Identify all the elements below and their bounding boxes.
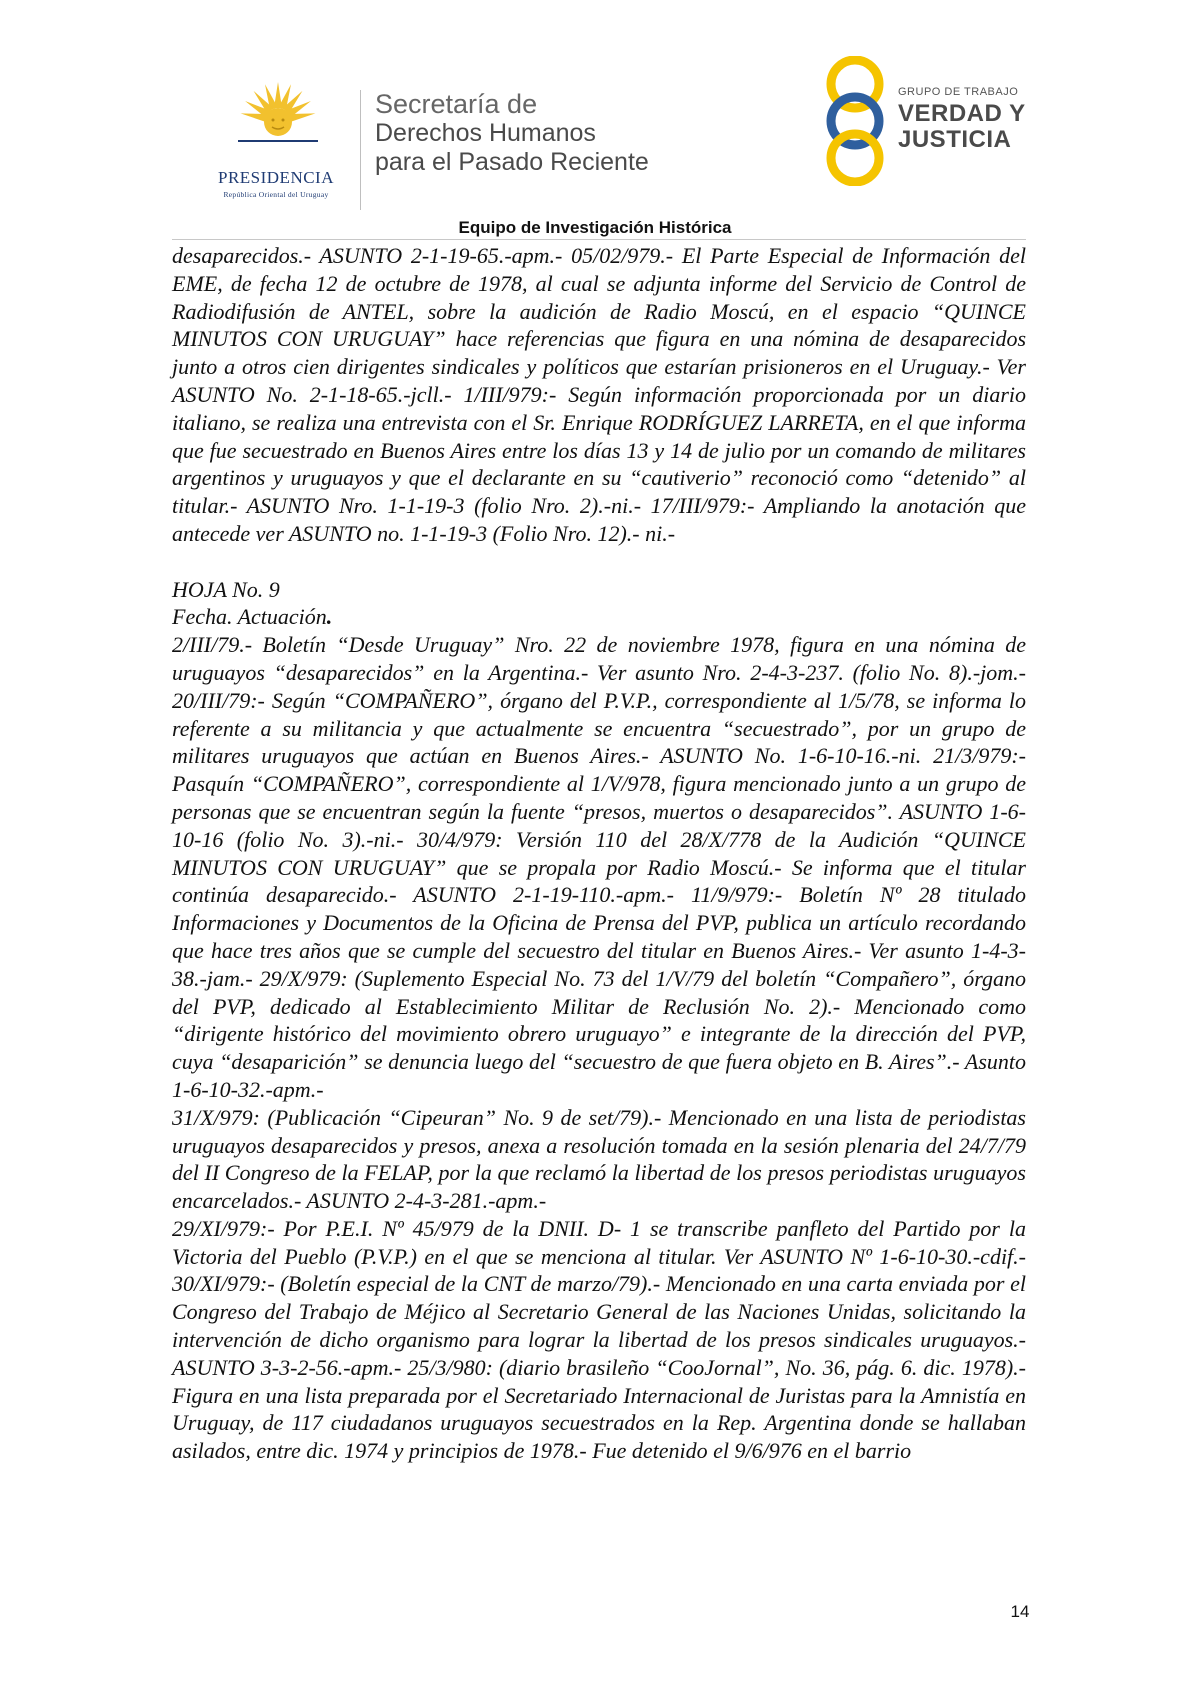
interlocked-rings-icon <box>820 56 890 186</box>
presidencia-name: PRESIDENCIA <box>217 168 334 187</box>
secretaria-title <box>375 90 649 177</box>
paragraph-1: desaparecidos.- ASUNTO 2-1-19-65.-apm.- 05/02/979.- El Parte Especial de Información del EME, de fecha 12 de octubre de 1978, al cual se adjunta informe del Servicio de Control de Radiodifusión de ANTEL, sobre la audición de Radio Moscú, en el espacio “QUINCE MINUTOS CON URUGUAY” hace referencias que figura en una nómina de desaparecidos junto a otros cien dirigentes sindicales y políticos que estarían prisioneros en el Uruguay.- Ver ASUNTO No. 2-1-18-65.-jcll.- 1/III/979:- Según información proporcionada por un diario italiano, se realiza una entrevista con el Sr. Enrique RODRÍGUEZ LARRETA, en el que informa que fue secuestrado en Buenos Aires entre los días 13 y 14 de julio por un comando de militares argentinos y uruguayos y que el declarante en su “cautiverio” reconoció como “detenido” al titular.- ASUNTO Nro. 1-1-19-3 (folio Nro. 2).-ni.- 17/III/979:- Ampliando la anotación que antecede ver ASUNTO no. 1-1-19-3 (Folio Nro. 12).- ni.- <box>172 243 1026 546</box>
fecha-dot: . <box>326 604 333 630</box>
paragraph-3: 31/X/979: (Publicación “Cipeuran” No. 9 de set/79).- Mencionado en una lista de periodistas uruguayos desaparecidos y presos, anexa a resolución tomada en la sesión plenaria del 24/7/79 del II Congreso de la FELAP, por la que reclamó la libertad de los presos periodistas uruguayos encarcelados.- ASUNTO 2-4-3-281.-apm.- <box>172 1104 1026 1214</box>
grupo-label: GRUPO DE TRABAJO <box>898 86 1019 98</box>
hoja-heading: HOJA No. 9 <box>172 576 280 602</box>
grupo-line-2: JUSTICIA <box>898 126 1012 153</box>
fecha-heading <box>172 603 1026 631</box>
paragraph-4: 29/XI/979:- Por P.E.I. Nº 45/979 de la DNII. D- 1 se transcribe panfleto del Partido por la Victoria del Pueblo (P.V.P.) en el que se menciona al titular. Ver ASUNTO Nº 1-6-10-30.-cdif.- 30/XI/979:- (Boletín especial de la CNT de marzo/79).- Mencionado en una carta enviada por el Congreso del Trabajo de Méjico al Secretario General de las Naciones Unidas, solicitando la intervención de dicho organismo para lograr la libertad de los presos sindicales uruguayos.- ASUNTO 3-3-2-56.-apm.- 25/3/980: (diario brasileño “CooJornal”, No. 36, pág. 6. dic. 1978).- Figura en una lista preparada por el Secretariado Internacional de Juristas para la Amnistía en Uruguay, de 117 ciudadanos uruguayos secuestrados en la Rep. Argentina donde se hallaban asilados, entre dic. 1974 y principios de 1978.- Fue detenido el 9/6/976 en el barrio <box>172 1215 1026 1464</box>
fecha-label: Fecha. Actuación <box>172 604 327 630</box>
secretaria-line-1: Secretaría de <box>375 89 538 119</box>
paragraph-2: 2/III/79.- Boletín “Desde Uruguay” Nro. 22 de noviembre 1978, figura en una nómina de uruguayos “desaparecidos” en la Argentina.- Ver asunto Nro. 2-4-3-237. (folio No. 8).-jom.- 20/III/79:- Según “COMPAÑERO”, órgano del P.V.P., correspondiente al 1/5/78, se informa lo referente a su militancia y que actualmente se encuentra “secuestrado”, por un grupo de militares uruguayos que actúan en Buenos Aires.- ASUNTO No. 1-6-10-16.-ni. 21/3/979:- Pasquín “COMPAÑERO”, correspondiente al 1/V/978, figura mencionado junto a un grupo de personas que se encuentran según la fuente “presos, muertos o desaparecidos”. ASUNTO 1-6-10-16 (folio No. 3).-ni.- 30/4/979: Versión 110 del 28/X/778 de la Audición “QUINCE MINUTOS CON URUGUAY” que se propala por Radio Moscú.- Se informa que el titular continúa desaparecido.- ASUNTO 2-1-19-110.-apm.- 11/9/979:- Boletín Nº 28 titulado Informaciones y Documentos de la Oficina de Prensa del PVP, publica un artículo recordando que hace tres años que se cumple del secuestro del titular en Buenos Aires.- Ver asunto 1-4-3-38.-jam.- 29/X/979: (Suplemento Especial No. 73 del 1/V/79 del boletín “Compañero”, órgano del PVP, dedicado al Establecimiento Militar de Reclusión No. 2).- Mencionado como “dirigente histórico del movimiento obrero uruguayo” e integrante de la dirección del PVP, cuya “desaparición” se denuncia luego del “secuestro de que fuera objeto en B. Aires”.- Asunto 1-6-10-32.-apm.- <box>172 632 1026 1102</box>
paragraph-gap <box>172 548 1026 576</box>
page-header <box>0 50 1190 200</box>
secretaria-line-2: Derechos Humanos <box>375 119 596 147</box>
verdad-justicia-logo <box>820 56 1040 186</box>
secretaria-line-3: para el Pasado Reciente <box>375 148 649 176</box>
team-heading: Equipo de Investigación Histórica <box>458 218 732 237</box>
presidencia-subtitle: República Oriental del Uruguay <box>223 190 329 199</box>
page-number: 14 <box>1010 1602 1030 1621</box>
header-divider <box>360 90 361 210</box>
document-body <box>172 242 1026 1465</box>
presidencia-logo <box>196 80 356 220</box>
header-rule <box>172 239 1026 240</box>
sun-emblem-icon <box>238 80 318 160</box>
grupo-line-1: VERDAD Y <box>898 100 1026 127</box>
